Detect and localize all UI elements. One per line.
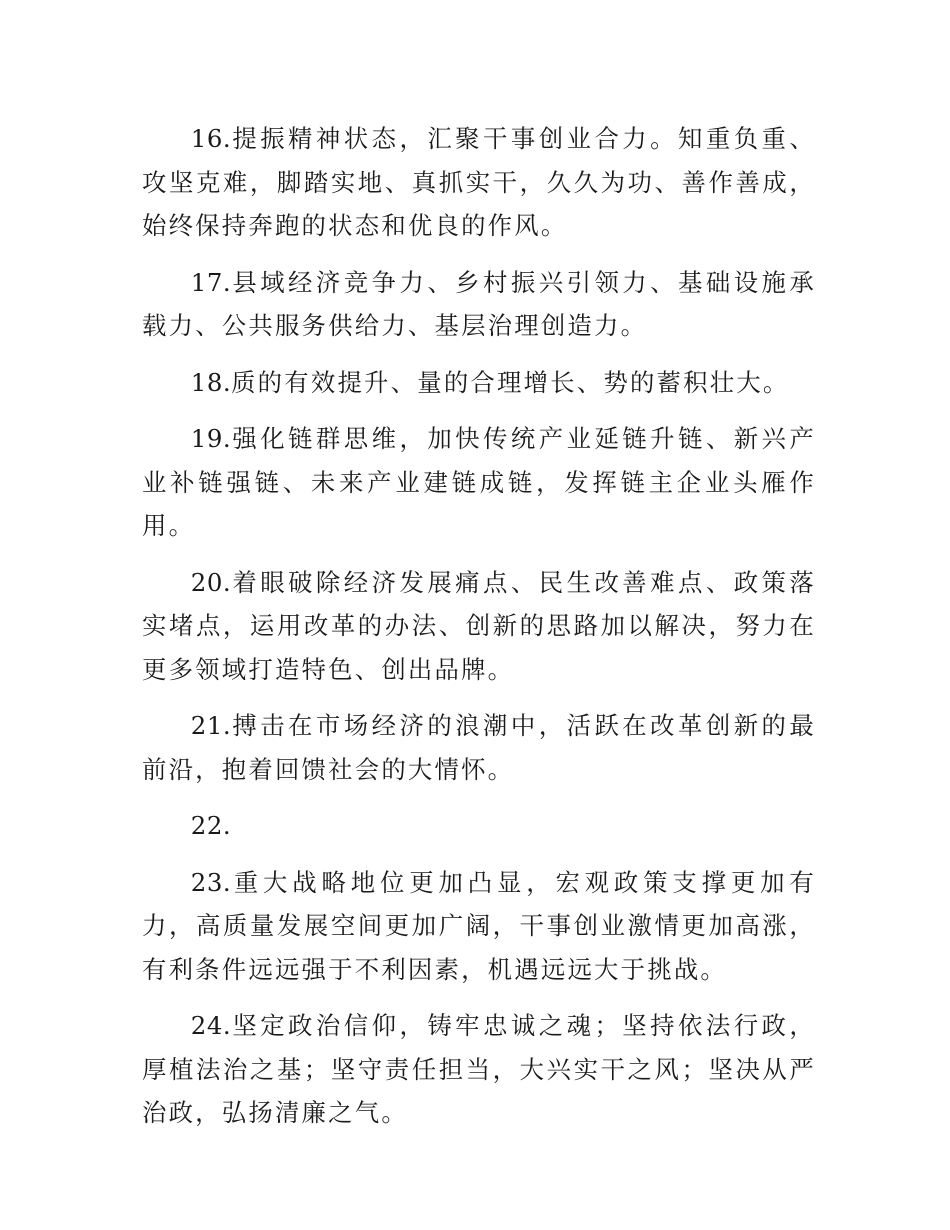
item-number: 21. [190, 711, 232, 740]
item-text: 着眼破除经济发展痛点、民生改善难点、政策落实堵点，运用改革的办法、创新的思路加以解决，努力在更多领域打造特色、创出品牌。 [142, 567, 816, 684]
item-text: 提振精神状态，汇聚干事创业合力。知重负重、攻坚克难，脚踏实地、真抓实干，久久为功、善作善成，始终保持奔跑的状态和优良的作风。 [142, 124, 816, 240]
item-number: 22. [190, 811, 232, 840]
item-text: 搏击在市场经济的浪潮中，活跃在改革创新的最前沿，抱着回馈社会的大情怀。 [142, 711, 816, 784]
item-number: 18. [190, 367, 232, 397]
paragraph-19 [142, 417, 816, 548]
paragraph-17 [142, 261, 816, 348]
item-number: 23. [190, 867, 232, 897]
paragraph-18 [142, 361, 816, 405]
item-text: 重大战略地位更加凸显，宏观政策支撑更加有力，高质量发展空间更加广阔，干事创业激情更加高涨，有利条件远远强于不利因素，机遇远远大于挑战。 [142, 867, 816, 984]
document-body [142, 117, 816, 1148]
item-number: 17. [190, 267, 232, 297]
paragraph-23 [142, 861, 816, 992]
item-text: 强化链群思维，加快传统产业延链升链、新兴产业补链强链、未来产业建链成链，发挥链主企业头雁作用。 [142, 424, 816, 540]
item-text: 县域经济竞争力、乡村振兴引领力、基础设施承载力、公共服务供给力、基层治理创造力。 [142, 267, 816, 340]
paragraph-22 [142, 804, 816, 848]
item-number: 19. [190, 424, 232, 453]
item-number: 24. [190, 1011, 232, 1040]
item-text: 质的有效提升、量的合理增长、势的蓄积壮大。 [231, 367, 790, 397]
paragraph-24 [142, 1004, 816, 1135]
paragraph-16 [142, 117, 816, 248]
item-text: 坚定政治信仰，铸牢忠诚之魂；坚持依法行政，厚植法治之基；坚守责任担当，大兴实干之风；坚决从严治政，弘扬清廉之气。 [142, 1011, 816, 1127]
paragraph-20 [142, 561, 816, 692]
paragraph-21 [142, 704, 816, 791]
item-number: 16. [190, 124, 232, 153]
item-number: 20. [190, 567, 232, 597]
